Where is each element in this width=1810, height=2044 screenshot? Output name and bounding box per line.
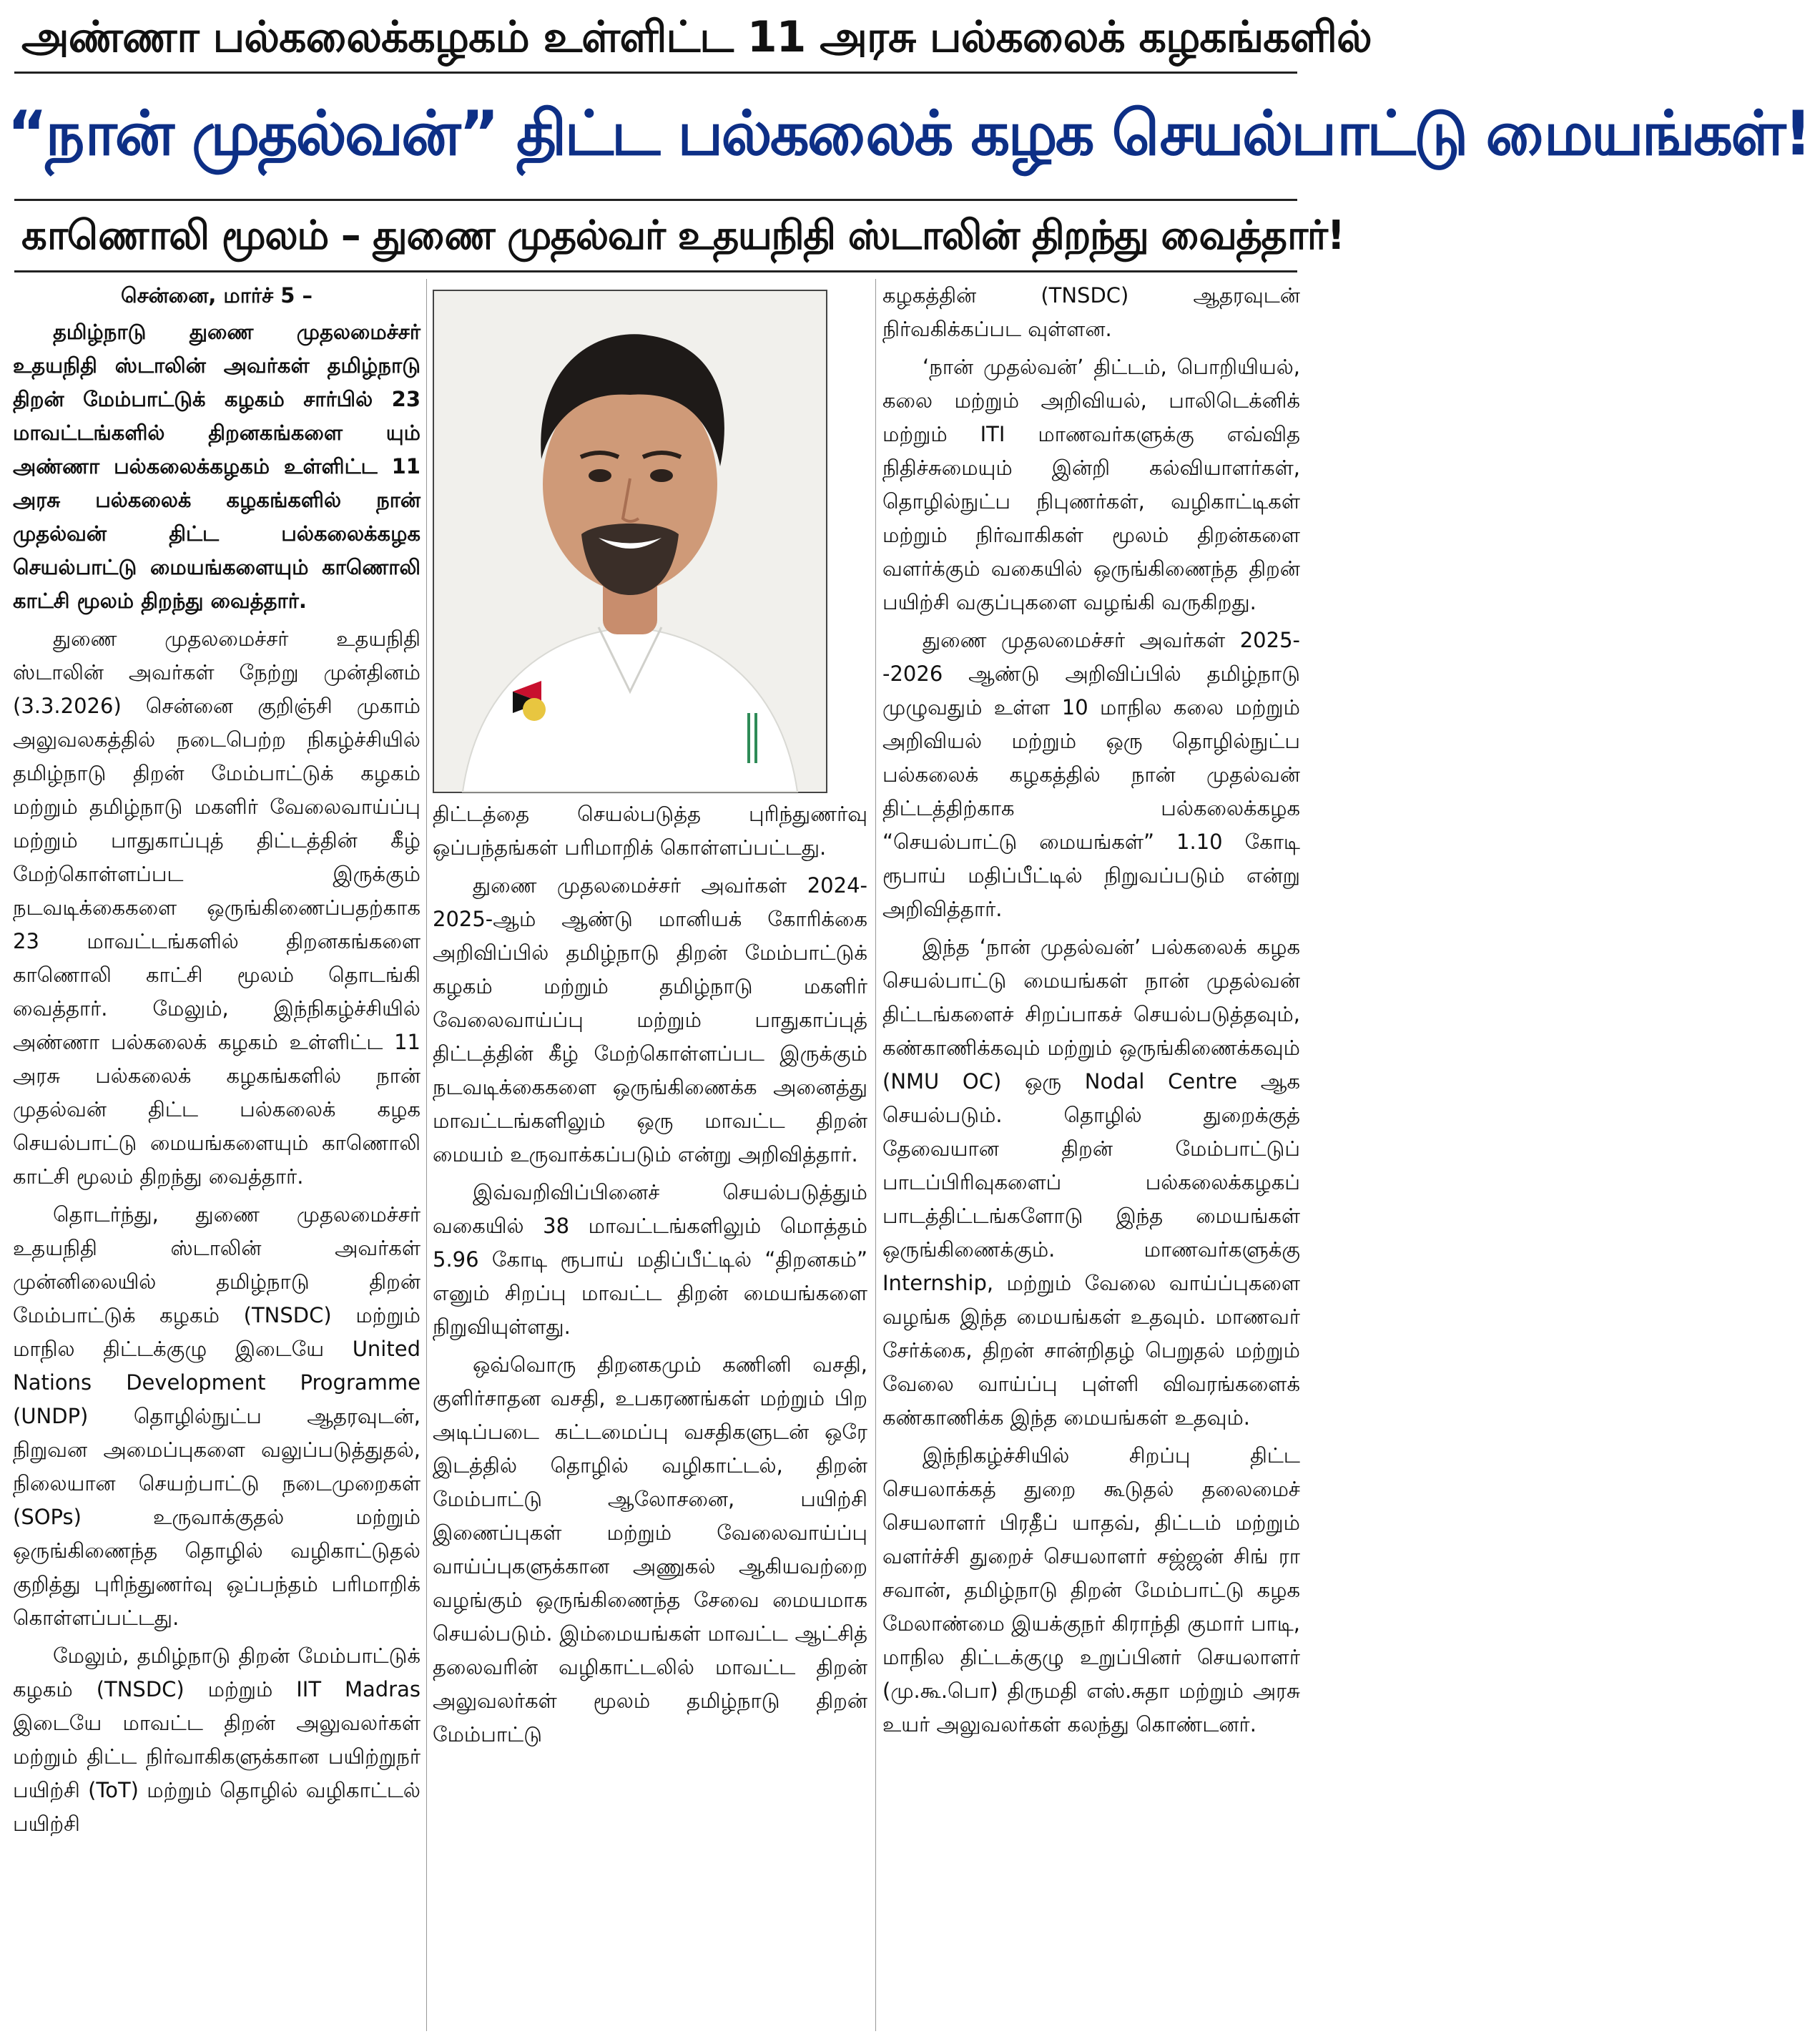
kicker-headline: அண்ணா பல்கலைக்கழகம் உள்ளிட்ட 11 அரசு பல்கலைக் கழகங்களில் [21,12,1372,62]
column-divider [875,279,876,2031]
subhead-rule [14,270,1297,272]
paragraph: இந்நிகழ்ச்சியில் சிறப்பு திட்ட செயலாக்கத் துறை கூடுதல் தலைமைச் செயலாளர் பிரதீப் யாதவ், திட்டம் மற்றும் வளர்ச்சி துறைச் செயலாளர் சஜ்ஜன் சிங் ரா சவான், தமிழ்நாடு திறன் மேம்பாட்டு கழக மேலாண்மை இயக்குநர் கிராந்தி குமார் பாடி, மாநில திட்டக்குழு உறுப்பினர் செயலாளர் (மு.கூ.பொ) திருமதி எஸ்.சுதா மற்றும் அரசு உயர் அலுவலர்கள் கலந்து கொண்டனர். [882,1443,1300,1736]
main-headline: “நான் முதல்வன்” திட்ட பல்கலைக் கழக செயல்பாட்டு மையங்கள்! [7,98,1810,169]
paragraph: தமிழ்நாடு துணை முதலமைச்சர் உதயநிதி ஸ்டாலின் அவர்கள் தமிழ்நாடு திறன் மேம்பாட்டுக் கழகம் சார்பில் 23 மாவட்டங்களில் திறனகங்களை யும் அண்ணா பல்கலைக்கழகம் உள்ளிட்ட 11 அரசு பல்கலைக் கழகங்களில் நான் முதல்வன் திட்ட பல்கலைக்கழக செயல்பாட்டு மையங்களையும் காணொலி காட்சி மூலம் திறந்து வைத்தார். [13,320,420,613]
paragraph: துணை முதலமைச்சர் அவர்கள் 2024-2025-ஆம் ஆண்டு மானியக் கோரிக்கை அறிவிப்பில் தமிழ்நாடு திறன் மேம்பாட்டுக் கழகம் மற்றும் தமிழ்நாடு மகளிர் வேலைவாய்ப்பு மற்றும் பாதுகாப்புத் திட்டத்தின் கீழ் மேற்கொள்ளப்பட இருக்கும் நடவடிக்கைகளை ஒருங்கிணைக்க அனைத்து மாவட்டங்களிலும் ஒரு மாவட்ட திறன் மையம் உருவாக்கப்படும் என்று அறிவித்தார். [433,873,867,1166]
column-divider [426,279,427,2031]
portrait-photo [433,290,827,793]
top-rule [14,72,1297,74]
paragraph: தொடர்ந்து, துணை முதலமைச்சர் உதயநிதி ஸ்டாலின் அவர்கள் முன்னிலையில் தமிழ்நாடு திறன் மேம்பாட்டுக் கழகம் (TNSDC) மற்றும் மாநில திட்டக்குழு இடையே United Nations Development Programme (UNDP) தொழில்நுட்ப ஆதரவுடன், நிறுவன அமைப்புகளை வலுப்படுத்துதல், நிலையான செயற்பாட்டு நடைமுறைகள் (SOPs) உருவாக்குதல் மற்றும் ஒருங்கிணைந்த தொழில் வழிகாட்டுதல் குறித்து புரிந்துணர்வு ஒப்பந்தம் பரிமாறிக் கொள்ளப்பட்டது. [13,1202,420,1630]
paragraph: ஒவ்வொரு திறனகமும் கணினி வசதி, குளிர்சாதன வசதி, உபகரணங்கள் மற்றும் பிற அடிப்படை கட்டமைப்பு வசதிகளுடன் ஒரே இடத்தில் தொழில் வழிகாட்டல், திறன் மேம்பாட்டு ஆலோசனை, பயிற்சி இணைப்புகள் மற்றும் வேலைவாய்ப்பு வாய்ப்புகளுக்கான அணுகல் ஆகியவற்றை வழங்கும் ஒருங்கிணைந்த சேவை மையமாக செயல்படும். இம்மையங்கள் மாவட்ட ஆட்சித் தலைவரின் வழிகாட்டலில் மாவட்ட திறன் அலுவலர்கள் மூலம் தமிழ்நாடு திறன் மேம்பாட்டு [433,1352,867,1746]
article-column-3 [882,279,1300,2037]
paragraph: இந்த ‘நான் முதல்வன்’ பல்கலைக் கழக செயல்பாட்டு மையங்கள் நான் முதல்வன் திட்டங்களைச் சிறப்பாகச் செயல்படுத்தவும், கண்காணிக்கவும் மற்றும் ஒருங்கிணைக்கவும் (NMU OC) ஒரு Nodal Centre ஆக செயல்படும். தொழில் துறைக்குத் தேவையான திறன் மேம்பாட்டுப் பாடப்பிரிவுகளைப் பல்கலைக்கழகப் பாடத்திட்டங்களோடு இந்த மையங்கள் ஒருங்கிணைக்கும். மாணவர்களுக்கு Internship, மற்றும் வேலை வாய்ப்புகளை வழங்க இந்த மையங்கள் உதவும். மாணவர் சேர்க்கை, திறன் சான்றிதழ் பெறுதல் மற்றும் வேலை வாய்ப்பு புள்ளி விவரங்களைக் கண்காணிக்க இந்த மையங்கள் உதவும். [882,935,1300,1430]
portrait-illustration [434,291,826,792]
dateline: சென்னை, மார்ச் 5 – [121,283,313,308]
subheadline: காணொலி மூலம் – துணை முதல்வர் உதயநிதி ஸ்டாலின் திறந்து வைத்தார்! [21,212,1344,259]
article-column-1 [13,279,420,2037]
paragraph: மேலும், தமிழ்நாடு திறன் மேம்பாட்டுக் கழகம் (TNSDC) மற்றும் IIT Madras இடையே மாவட்ட திறன் அலுவலர்கள் மற்றும் திட்ட நிர்வாகிகளுக்கான பயிற்றுநர் பயிற்சி (ToT) மற்றும் தொழில் வழிகாட்டல் பயிற்சி [13,1643,420,1836]
paragraph: துணை முதலமைச்சர் உதயநிதி ஸ்டாலின் அவர்கள் நேற்று முன்தினம் (3.3.2026) சென்னை குறிஞ்சி முகாம் அலுவலகத்தில் நடைபெற்ற நிகழ்ச்சியில் தமிழ்நாடு திறன் மேம்பாட்டுக் கழகம் மற்றும் தமிழ்நாடு மகளிர் வேலைவாய்ப்பு மற்றும் பாதுகாப்புத் திட்டத்தின் கீழ் மேற்கொள்ளப்பட இருக்கும் நடவடிக்கைகளை ஒருங்கிணைப்பதற்காக 23 மாவட்டங்களில் திறனகங்களை காணொலி காட்சி மூலம் தொடங்கி வைத்தார். மேலும், இந்நிகழ்ச்சியில் அண்ணா பல்கலைக் கழகம் உள்ளிட்ட 11 அரசு பல்கலைக் கழகங்களில் நான் முதல்வன் திட்ட பல்கலைக் கழக செயல்பாட்டு மையங்களையும் காணொலி காட்சி மூலம் திறந்து வைத்தார். [13,627,420,1189]
paragraph: இவ்வறிவிப்பினைச் செயல்படுத்தும் வகையில் 38 மாவட்டங்களிலும் மொத்தம் 5.96 கோடி ரூபாய் மதிப்பீட்டில் “திறனகம்” எனும் சிறப்பு மாவட்ட திறன் மையங்களை நிறுவியுள்ளது. [433,1180,867,1339]
article-column-2 [433,797,867,2037]
paragraph: திட்டத்தை செயல்படுத்த புரிந்துணர்வு ஒப்பந்தங்கள் பரிமாறிக் கொள்ளப்பட்டது. [433,802,867,860]
paragraph: ‘நான் முதல்வன்’ திட்டம், பொறியியல், கலை மற்றும் அறிவியல், பாலிடெக்னிக் மற்றும் ITI மாணவர்களுக்கு எவ்வித நிதிச்சுமையும் இன்றி கல்வியாளர்கள், தொழில்நுட்ப நிபுணர்கள், வழிகாட்டிகள் மற்றும் நிர்வாகிகள் மூலம் திறன்களை வளர்க்கும் வகையில் ஒருங்கிணைந்த திறன் பயிற்சி வகுப்புகளை வழங்கி வருகிறது. [882,355,1300,614]
paragraph: துணை முதலமைச்சர் அவர்கள் 2025--2026 ஆண்டு அறிவிப்பில் தமிழ்நாடு முழுவதும் உள்ள 10 மாநில கலை மற்றும் அறிவியல் மற்றும் ஒரு தொழில்நுட்ப பல்கலைக் கழகத்தில் நான் முதல்வன் திட்டத்திற்காக பல்கலைக்கழக “செயல்பாட்டு மையங்கள்” 1.10 கோடி ரூபாய் மதிப்பீட்டில் நிறுவப்படும் என்று அறிவித்தார். [882,628,1300,921]
headline-rule [14,199,1297,201]
paragraph: கழகத்தின் (TNSDC) ஆதரவுடன் நிர்வகிக்கப்பட வுள்ளன. [882,283,1300,341]
